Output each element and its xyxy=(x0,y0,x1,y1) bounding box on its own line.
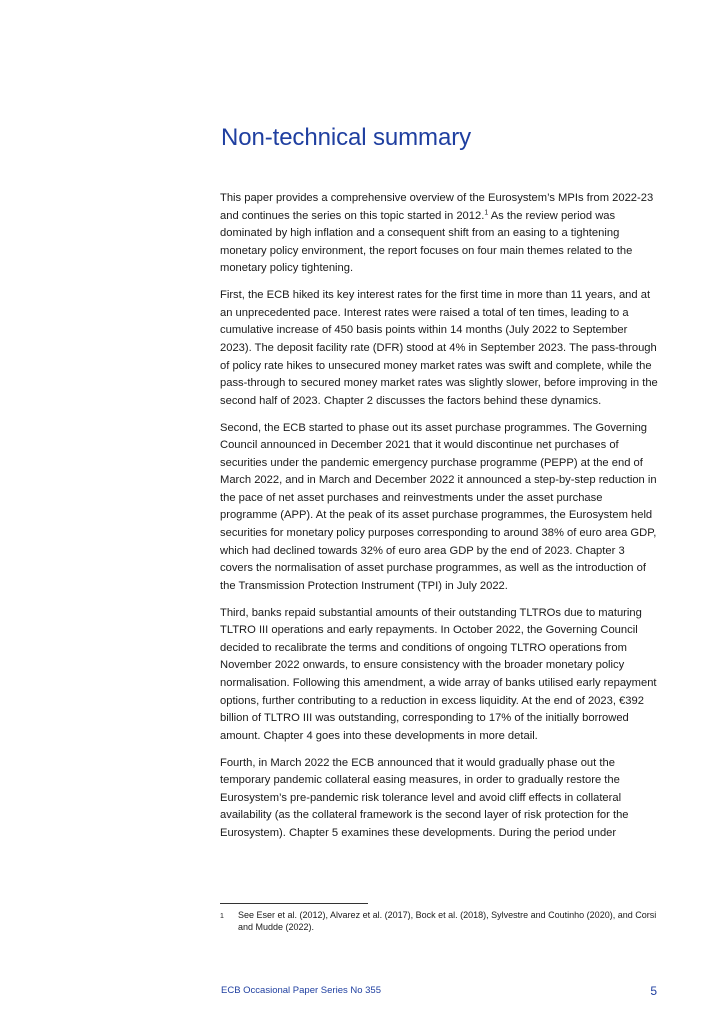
page-title: Non-technical summary xyxy=(221,124,471,151)
paragraph-1-text-end: As the review period was dominated by high inflation and a consequent shift from an easing to a tightening monetary policy environment, the report focuses on four main themes related to the monetary policy tightening. xyxy=(220,209,633,275)
footnote-number: 1 xyxy=(220,913,224,920)
paragraph-1-text-start: This paper provides a comprehensive overview of the Eurosystem’s MPIs from 2022-23 and continues the series on this topic started in 2012. xyxy=(220,192,654,222)
paragraph-3: Second, the ECB started to phase out its asset purchase programmes. The Governing Council announced in December 2021 that it would discontinue net purchases of securities under the pandemic emergency purchase programme (PEPP) at the end of March 2022, and in March and December 2022 it announced a step-by-step reduction in the pace of net asset purchases and reinvestments under the asset purchase programme (APP). At the peak of its asset purchase programmes, the Eurosystem held securities for monetary policy purposes corresponding to around 38% of euro area GDP, which had declined towards 32% of euro area GDP by the end of 2023. Chapter 3 covers the normalisation of asset purchase programmes, as well as the introduction of the Transmission Protection Instrument (TPI) in July 2022. xyxy=(220,421,657,592)
footnote xyxy=(220,910,658,933)
footnote-text: See Eser et al. (2012), Alvarez et al. (2017), Bock et al. (2018), Sylvestre and Coutinho (2020), and Corsi and Mudde (2022). xyxy=(238,910,657,932)
footnote-reference[interactable]: 1 xyxy=(484,208,489,216)
footnote-divider xyxy=(220,903,368,904)
page-number: 5 xyxy=(650,984,657,998)
paragraph-4: Third, banks repaid substantial amounts of their outstanding TLTROs due to maturing TLTRO III operations and early repayments. In October 2022, the Governing Council decided to recalibrate the terms and conditions of ongoing TLTRO operations from November 2022 onwards, to ensure consistency with the broader monetary policy normalisation. Following this amendment, a wide array of banks utilised early repayment options, further contributing to a reduction in excess liquidity. At the end of 2023, €392 billion of TLTRO III was outstanding, corresponding to 17% of the initially borrowed amount. Chapter 4 goes into these developments in more detail. xyxy=(220,606,657,742)
paragraph-2: First, the ECB hiked its key interest rates for the first time in more than 11 years, and at an unprecedented pace. Interest rates were raised a total of ten times, leading to a cumulative increase of 450 basis points within 14 months (July 2022 to September 2023). The deposit facility rate (DFR) stood at 4% in September 2023. The pass-through of policy rate hikes to unsecured money market rates was swift and complete, while the pass-through to secured money market rates was slightly slower, before improving in the second half of 2023. Chapter 2 discusses the factors behind these dynamics. xyxy=(220,289,658,407)
paragraph-1 xyxy=(220,190,658,278)
footer-series-title: ECB Occasional Paper Series No 355 xyxy=(221,985,381,996)
body-text xyxy=(220,190,658,852)
paragraph-5: Fourth, in March 2022 the ECB announced that it would gradually phase out the temporary pandemic collateral easing measures, in order to gradually restore the Eurosystem’s pre-pandemic risk tolerance level and avoid cliff effects in collateral availability (as the collateral framework is the second layer of risk protection for the Eurosystem). Chapter 5 examines these developments. During the period under xyxy=(220,756,629,839)
